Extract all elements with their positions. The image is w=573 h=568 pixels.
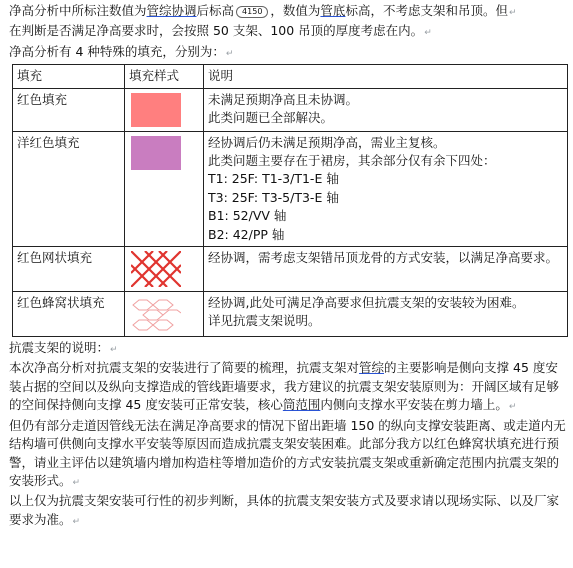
fill-description — [204, 131, 568, 246]
intro-text: 标高，不考虑支架和吊顶。但 — [345, 3, 508, 18]
section-title-text: 抗震支架的说明： — [9, 340, 110, 356]
description-line: 详见抗震支架说明。 — [208, 313, 321, 329]
fill-name: 红色网状填充 — [13, 247, 125, 292]
intro-text: 净高分析有 4 种特殊的填充，分别为： — [9, 43, 225, 59]
paragraph-mark-icon: ↵ — [225, 48, 234, 59]
description-line: 此类问题已全部解决。 — [208, 110, 334, 126]
seismic-paragraph-3 — [9, 492, 569, 531]
fill-style-cell — [125, 292, 204, 337]
fill-style-cell — [125, 247, 204, 292]
red-honeycomb-fill-swatch — [131, 296, 181, 332]
description-line: B1: 52/VV 轴 — [208, 208, 287, 224]
description-line: T3: 25F: T3-5/T3-E 轴 — [208, 189, 339, 205]
description-line: 经协调后仍未满足预期净高，需业主复核。 — [208, 134, 446, 150]
fill-legend-table — [12, 64, 568, 337]
header-fill-style: 填充样式 — [125, 65, 204, 88]
red-fill-swatch — [131, 93, 181, 127]
paragraph-mark-icon: ↵ — [72, 516, 81, 527]
term-coordination: 管综 — [359, 360, 385, 376]
red-net-fill-swatch — [131, 251, 181, 287]
section-title — [9, 339, 569, 359]
fill-name: 红色蜂窝状填充 — [13, 292, 125, 337]
seismic-paragraph-2 — [9, 417, 569, 493]
paragraph-mark-icon: ↵ — [508, 402, 517, 413]
magenta-fill-swatch — [131, 136, 181, 170]
body-text: 以上仅为抗震支架安装可行性的初步判断，具体的抗震支架安装方式及要求请以现场实际、以及厂家要求为准。 — [9, 493, 560, 527]
paragraph-mark-icon: ↵ — [508, 8, 517, 18]
body-text: 内侧向支撑水平安装在剪力墙上。 — [320, 397, 508, 413]
table-header-row — [13, 65, 568, 88]
table-row — [13, 88, 568, 131]
intro-line-2 — [9, 22, 569, 42]
intro-text: 后标高 — [196, 3, 235, 18]
paragraph-mark-icon: ↵ — [72, 477, 81, 488]
fill-style-cell — [125, 131, 204, 246]
term-core-range: 筒范围 — [282, 397, 321, 413]
description-line: T1: 25F: T1-3/T1-E 轴 — [208, 171, 339, 187]
fill-description — [204, 88, 568, 131]
description-line: 此类问题主要存在于裙房，其余部分仅有余下四处： — [208, 153, 496, 169]
elevation-tag: 4150 — [236, 6, 268, 18]
paragraph-mark-icon: ↵ — [110, 345, 118, 356]
description-line: B2: 42/PP 轴 — [208, 226, 285, 242]
body-text: 本次净高分析对抗震支架的安装进行了简要的梳理，抗震支架对 — [9, 360, 360, 376]
term-pipe-bottom: 管底 — [320, 3, 346, 18]
header-description: 说明 — [204, 65, 568, 88]
description-line: 经协调，需考虑支架错吊顶龙骨的方式安装，以满足净高要求。 — [208, 250, 559, 266]
intro-text: 在判断是否满足净高要求时，会按照 50 支架、100 吊顶的厚度考虑在内。 — [9, 23, 424, 39]
fill-name: 洋红色填充 — [13, 131, 125, 246]
intro-line-3 — [9, 43, 569, 63]
description-line: 未满足预期净高且未协调。 — [208, 91, 359, 107]
body-text: 的主要影响是侧向支撑 45 度安装占据的空间以及纵向支撑造成的管线距墙要求，我方建议的抗震支架安装原则为：开阔区域有足够的空间保持侧向支撑 45 度安装可正常安装，核心 — [9, 360, 560, 413]
document-body — [9, 2, 569, 531]
term-coordination: 管综协调 — [146, 3, 197, 18]
header-fill: 填充 — [13, 65, 125, 88]
intro-text: 净高分析中所标注数值为 — [9, 3, 147, 18]
fill-description — [204, 292, 568, 337]
paragraph-mark-icon: ↵ — [424, 28, 432, 39]
table-row — [13, 131, 568, 246]
table-row — [13, 247, 568, 292]
fill-style-cell — [125, 88, 204, 131]
table-row — [13, 292, 568, 337]
seismic-section — [9, 339, 569, 531]
fill-description — [204, 247, 568, 292]
description-line: 经协调,此处可满足净高要求但抗震支架的安装较为困难。 — [208, 295, 525, 311]
seismic-paragraph-1 — [9, 359, 569, 416]
intro-text: ，数值为 — [270, 3, 321, 18]
fill-name: 红色填充 — [13, 88, 125, 131]
intro-line-1 — [9, 2, 569, 22]
body-text: 但仍有部分走道因管线无法在满足净高要求的情况下留出距墙 150 的纵向支撑安装距离、或走道内无结构墙可供侧向支撑水平安装等原因而造成抗震支架安装困难。此部分我方以红色蜂窝状填充进行预警，请业主评估以建筑墙内增加构造柱等增加造价的方式安装抗震支架或重新确定范围内抗震支架的安装形式。 — [9, 417, 566, 488]
